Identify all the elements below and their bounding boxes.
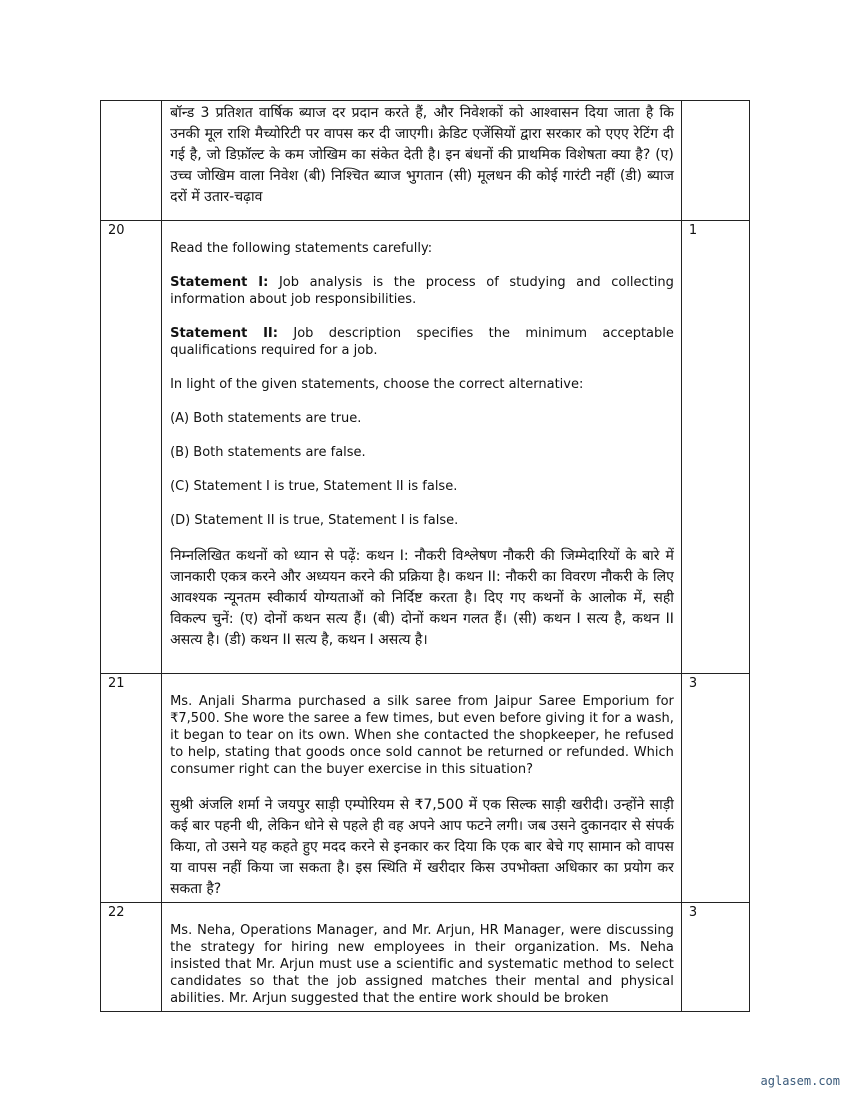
question-19-hindi-text: बॉन्ड 3 प्रतिशत वार्षिक ब्याज दर प्रदान करते हैं, और निवेशकों को आश्वासन दिया जाता है कि उनकी मूल राशि मैच्योरिटी पर वापस कर दी जाएगी। क्रेडिट एजेंसियों द्वारा सरकार को एएए रेटिंग दी गई है, जो डिफ़ॉल्ट के कम जोखिम का संकेत देती है। इन बंधनों की प्राथमिक विशेषता क्या है? (ए) उच्च जोखिम वाला निवेश (बी) निश्चित ब्याज भुगतान (सी) मूलधन की कोई गारंटी नहीं (डी) ब्याज दरों में उतार-चढ़ाव bbox=[170, 105, 674, 205]
question-20-intro: Read the following statements carefully: bbox=[170, 241, 433, 256]
question-text-cell bbox=[162, 221, 682, 674]
question-20-prompt: In light of the given statements, choose the correct alternative: bbox=[170, 377, 584, 392]
statement-2-label: Statement II: bbox=[170, 326, 278, 341]
question-22-english-text: Ms. Neha, Operations Manager, and Mr. Arjun, HR Manager, were discussing the strategy for hiring new employees in their organization. Ms. Neha insisted that Mr. Arjun must use a scientific and systematic method to select candidates so that the job assigned matches their mental and physical abilities. Mr. Arjun suggested that the entire work should be broken bbox=[170, 923, 674, 1006]
question-text-cell bbox=[162, 674, 682, 903]
question-number: 21 bbox=[101, 674, 162, 903]
statement-1-text: Job analysis is the process of studying and collecting information about job responsibilities. bbox=[170, 275, 674, 307]
question-20-statement-2 bbox=[170, 325, 674, 359]
option-c: (C) Statement I is true, Statement II is false. bbox=[170, 479, 458, 494]
question-number: 22 bbox=[101, 903, 162, 1012]
question-20-hindi-text: निम्नलिखित कथनों को ध्यान से पढ़ें: कथन I: नौकरी विश्लेषण नौकरी की जिम्मेदारियों के बारे में जानकारी एकत्र करने और अध्ययन करने की प्रक्रिया है। कथन II: नौकरी का विवरण नौकरी के लिए आवश्यक न्यूनतम स्वीकार्य योग्यताओं को निर्दिष्ट करता है। दिए गए कथनों के आलोक में, सही विकल्प चुनें: (ए) दोनों कथन सत्य हैं। (बी) दोनों कथन गलत हैं। (सी) कथन I सत्य है, कथन II असत्य है। (डी) कथन II सत्य है, कथन I असत्य है। bbox=[170, 548, 674, 648]
question-21-english-text: Ms. Anjali Sharma purchased a silk saree from Jaipur Saree Emporium for ₹7,500. She wore the saree a few times, but even before giving it for a wash, it began to tear on its own. When she contacted the shopkeeper, he refused to help, stating that goods once sold cannot be returned or refunded. Which consumer right can the buyer exercise in this situation? bbox=[170, 694, 674, 777]
marks-cell bbox=[681, 101, 749, 221]
option-b: (B) Both statements are false. bbox=[170, 445, 366, 460]
question-text-cell bbox=[162, 903, 682, 1012]
question-number-cell bbox=[101, 101, 162, 221]
option-a: (A) Both statements are true. bbox=[170, 411, 362, 426]
question-row-21 bbox=[101, 674, 750, 903]
question-marks: 1 bbox=[681, 221, 749, 674]
statement-1-label: Statement I: bbox=[170, 275, 269, 290]
question-text-cell bbox=[162, 101, 682, 221]
question-row-19 bbox=[101, 101, 750, 221]
question-table bbox=[100, 100, 750, 1012]
question-marks: 3 bbox=[681, 903, 749, 1012]
question-row-22 bbox=[101, 903, 750, 1012]
statement-2-text: Job description specifies the minimum acceptable qualifications required for a job. bbox=[170, 326, 674, 358]
option-d: (D) Statement II is true, Statement I is false. bbox=[170, 513, 459, 528]
question-marks: 3 bbox=[681, 674, 749, 903]
question-20-statement-1 bbox=[170, 274, 674, 308]
question-21-hindi-text: सुश्री अंजलि शर्मा ने जयपुर साड़ी एम्पोरियम से ₹7,500 में एक सिल्क साड़ी खरीदी। उन्होंने साड़ी कई बार पहनी थी, लेकिन धोने से पहले ही वह अपने आप फटने लगी। जब उसने दुकानदार से संपर्क किया, तो उसने यह कहते हुए मदद करने से इनकार कर दिया कि एक बार बेचे गए सामान को वापस या वापस नहीं किया जा सकता है। इस स्थिति में खरीदार किस उपभोक्ता अधिकार का प्रयोग कर सकता है? bbox=[170, 797, 674, 897]
watermark-footer: aglasem.com bbox=[760, 1074, 840, 1088]
question-row-20 bbox=[101, 221, 750, 674]
question-number: 20 bbox=[101, 221, 162, 674]
